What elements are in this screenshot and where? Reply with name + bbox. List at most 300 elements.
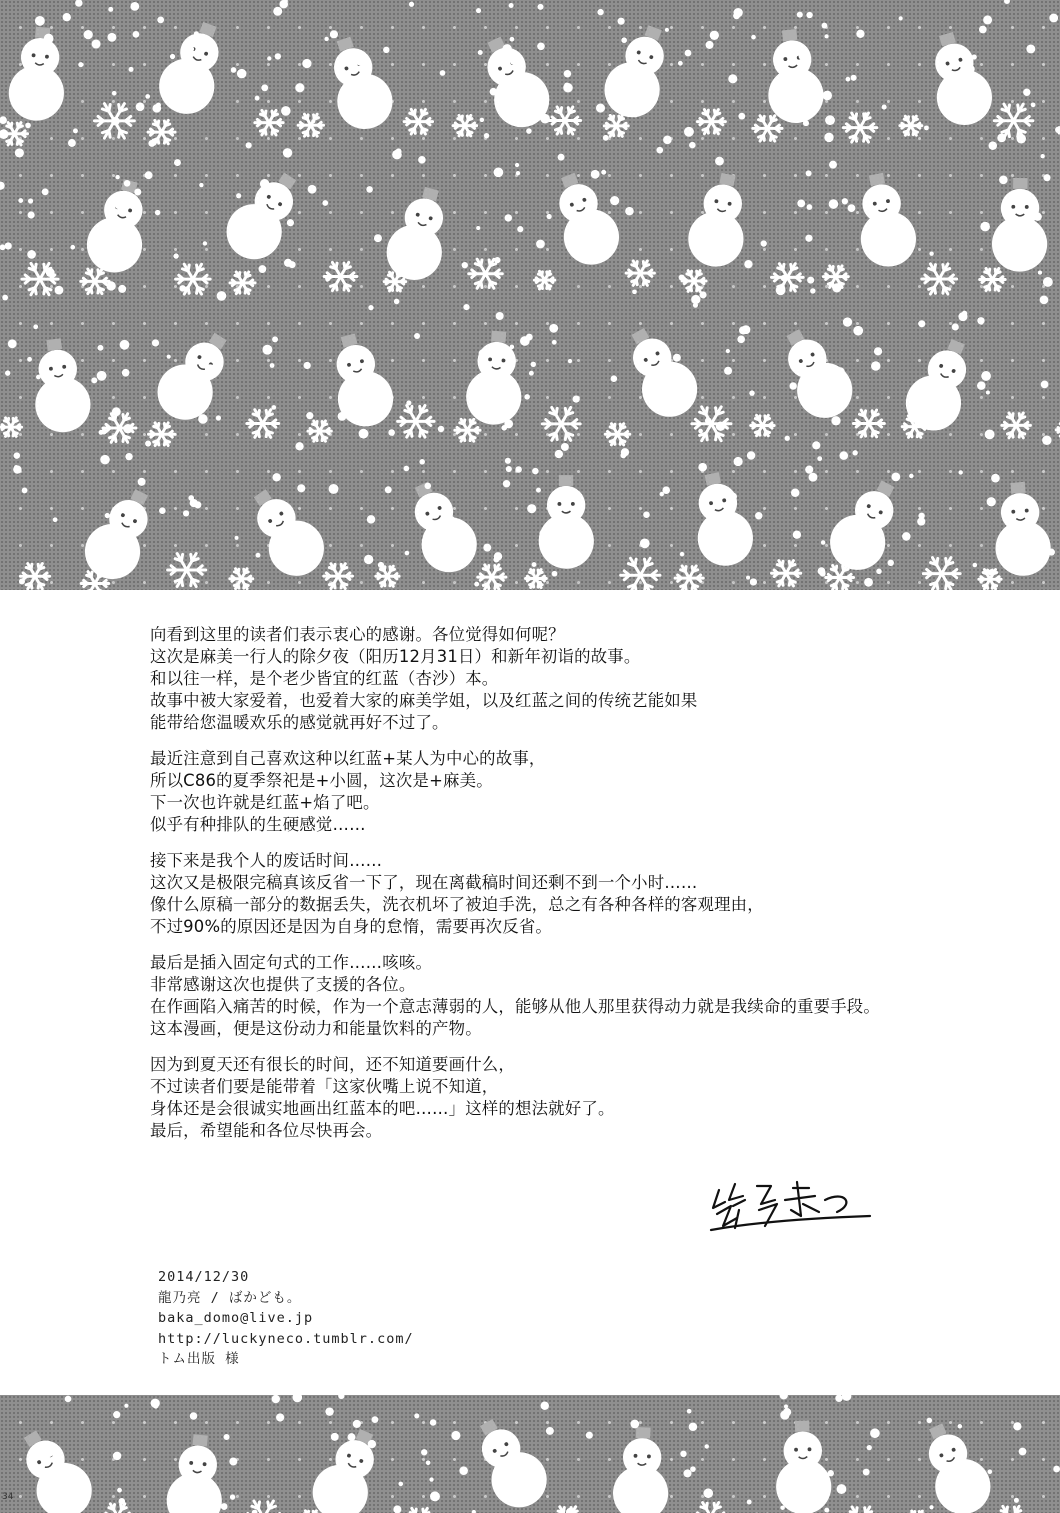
snow-dot: [591, 170, 600, 179]
snow-dot: [561, 550, 565, 554]
snow-dot: [272, 473, 280, 481]
snow-dot: [484, 133, 489, 138]
snow-dot: [510, 345, 515, 350]
snow-dot: [216, 415, 221, 420]
text-line: 接下来是我个人的废话时间……: [150, 851, 383, 870]
snow-dot: [113, 1452, 122, 1461]
snow-dot: [1040, 295, 1049, 304]
url-link[interactable]: http://luckyneco.tumblr.com/: [158, 1330, 414, 1347]
handwritten-signature: [705, 1170, 875, 1240]
snow-dot: [710, 31, 719, 40]
text-line: 所以C86的夏季祭祀是+小圆，这次是+麻美。: [150, 771, 493, 790]
snow-dot: [751, 35, 756, 40]
snow-dot: [15, 148, 24, 157]
snow-dot: [198, 414, 208, 424]
snow-dot: [737, 336, 745, 344]
snow-dot: [329, 484, 339, 494]
snow-dot: [353, 1420, 361, 1428]
snow-dot: [552, 340, 557, 345]
snow-dot: [733, 12, 740, 19]
snowman-icon: [542, 165, 627, 272]
snowman-icon: [898, 331, 984, 438]
snowman-icon: [81, 174, 157, 278]
snow-dot: [869, 221, 878, 230]
snow-dot: [290, 547, 300, 557]
snowman-icon: [992, 178, 1048, 272]
snowman-icon: [164, 1432, 228, 1513]
snowman-icon: [216, 161, 313, 270]
snow-dot: [1055, 127, 1060, 133]
snow-dot: [983, 15, 992, 24]
snow-dot: [47, 391, 52, 396]
snowflake-icon: [826, 565, 854, 589]
snow-dot: [118, 285, 126, 293]
snow-dot: [618, 18, 625, 25]
snow-dot: [425, 483, 432, 490]
snow-dot: [724, 367, 732, 375]
snow-dot: [785, 436, 790, 441]
snow-dot: [690, 1466, 696, 1472]
snow-dot: [924, 125, 929, 130]
snow-dot: [287, 219, 294, 226]
snow-dot: [388, 429, 395, 436]
paragraph-5: [150, 1054, 930, 1142]
snow-dot: [183, 395, 189, 401]
snow-dot: [504, 420, 513, 429]
text-line: 最近注意到自己喜欢这种以红蓝+某人为中心的故事，: [150, 749, 546, 768]
credits-block: [158, 1267, 414, 1370]
snow-dot: [37, 109, 46, 118]
snowman-icon: [612, 1426, 671, 1513]
snowflake-icon: [103, 1504, 132, 1513]
snow-dot: [948, 1496, 956, 1504]
snow-dot: [304, 362, 311, 369]
snow-dot: [372, 1416, 379, 1423]
snow-dot: [394, 299, 400, 305]
snow-dot: [78, 62, 83, 67]
snowflake-icon: [843, 1507, 878, 1513]
snow-dot: [372, 385, 379, 392]
snow-dot: [852, 450, 857, 455]
snow-dot: [490, 88, 498, 96]
page-number: 34: [2, 1492, 14, 1502]
snow-dot: [378, 562, 384, 568]
snow-dot: [347, 1433, 355, 1441]
snow-dot: [306, 412, 313, 419]
snow-dot: [839, 451, 848, 460]
snow-dot: [231, 67, 237, 73]
snowflake-icon: [247, 410, 279, 438]
snow-dot: [311, 119, 315, 123]
snow-dot: [267, 56, 271, 60]
snow-dot: [255, 96, 260, 101]
snowman-icon: [26, 335, 94, 436]
snowflake-icon: [751, 415, 775, 435]
snow-dot: [538, 581, 542, 585]
snow-dot: [368, 1440, 376, 1448]
snow-dot: [806, 170, 812, 176]
snow-dot: [800, 340, 809, 349]
snow-dot: [526, 334, 533, 341]
snow-dot: [270, 363, 275, 368]
snowman-icon: [774, 1420, 832, 1513]
snowman-icon: [762, 27, 827, 126]
snow-dot: [235, 536, 239, 540]
snow-dot: [367, 515, 375, 523]
snow-dot: [274, 515, 282, 523]
snow-dot: [625, 207, 634, 216]
paragraph-3: [150, 850, 930, 938]
snowflake-icon: [453, 115, 477, 135]
snow-dot: [945, 1476, 949, 1480]
snow-dot: [104, 539, 113, 548]
snowman-icon: [614, 318, 708, 427]
snow-dot: [863, 1469, 870, 1476]
snow-dot: [735, 247, 741, 253]
snow-dot: [715, 157, 724, 166]
snow-dot: [1038, 271, 1042, 275]
snow-dot: [612, 84, 619, 91]
snow-dot: [145, 171, 153, 179]
snow-dot: [515, 82, 523, 90]
snow-dot: [273, 7, 282, 16]
snow-dot: [821, 540, 826, 545]
snow-dot: [502, 44, 511, 53]
snowflake-icon: [1002, 413, 1031, 438]
snow-dot: [368, 113, 374, 119]
text-line: 这次又是极限完稿真该反省一下了，现在离截稿时间还剩不到一个小时……: [150, 873, 698, 892]
snow-dot: [987, 497, 996, 506]
snow-dot: [691, 295, 700, 304]
snow-dot: [715, 546, 720, 551]
snow-dot: [480, 118, 484, 122]
snow-dot: [483, 544, 491, 552]
snow-dot: [673, 384, 678, 389]
snowman-icon: [151, 15, 236, 122]
snow-dot: [541, 1402, 549, 1410]
snow-dot: [129, 537, 136, 544]
snow-dot: [478, 50, 483, 55]
snow-dot: [729, 493, 737, 501]
snow-dot: [950, 1505, 957, 1512]
snow-dot: [442, 531, 450, 539]
snow-dot: [5, 242, 12, 249]
snow-dot: [8, 339, 17, 348]
snow-dot: [810, 288, 815, 293]
snow-dot: [258, 265, 266, 273]
text-line: 向看到这里的读者们表示衷心的感谢。各位觉得如何呢？: [150, 625, 565, 644]
snow-dot: [152, 104, 161, 113]
snowflake-icon: [455, 419, 480, 441]
snow-dot: [366, 186, 373, 193]
snowman-icon: [1054, 1413, 1060, 1513]
snow-dot: [642, 362, 648, 368]
snow-dot: [63, 13, 71, 21]
snow-dot: [665, 28, 669, 32]
snow-dot: [929, 251, 933, 255]
snow-dot: [944, 1481, 954, 1491]
snow-dot: [899, 16, 903, 20]
snow-dot: [122, 369, 130, 377]
snow-dot: [684, 127, 694, 137]
snow-dot: [1014, 1498, 1019, 1503]
snow-dot: [985, 429, 995, 439]
snow-dot: [515, 163, 519, 167]
snow-dot: [1026, 502, 1030, 506]
snowflake-icon: [542, 407, 580, 440]
snow-dot: [18, 198, 23, 203]
snow-dot: [133, 31, 140, 38]
text-line: 这次是麻美一行人的除夕夜（阳历12月31日）和新年初诣的故事。: [150, 647, 641, 666]
snow-dot: [1049, 14, 1058, 23]
snow-dot: [656, 147, 663, 154]
snow-dot: [706, 41, 714, 49]
paragraph-4: [150, 952, 930, 1040]
snow-dot: [276, 1413, 284, 1421]
snow-dot: [279, 0, 288, 8]
snowflake-icon: [230, 569, 253, 589]
snow-dot: [272, 1395, 280, 1403]
snowman-pattern-top: [0, 0, 1060, 590]
snow-dot: [42, 188, 49, 195]
snow-dot: [824, 34, 828, 38]
snow-dot: [986, 390, 990, 394]
snow-dot: [515, 466, 522, 473]
snow-dot: [977, 317, 984, 324]
snow-dot: [568, 359, 572, 363]
text-line: 这本漫画，便是这份动力和能量饮料的产物。: [150, 1019, 482, 1038]
snow-dot: [1031, 102, 1036, 107]
text-line: 最后是插入固定句式的工作……咳咳。: [150, 953, 433, 972]
snow-dot: [46, 268, 55, 277]
snow-dot: [750, 578, 757, 585]
snow-dot: [0, 244, 5, 250]
date-text: 2014/12/30: [158, 1269, 250, 1285]
snowflake-icon: [20, 564, 49, 589]
snow-dot: [130, 2, 139, 11]
snowflake-icon: [549, 107, 580, 134]
snow-dot: [1019, 1448, 1027, 1456]
snow-dot: [505, 214, 512, 221]
snow-dot: [785, 98, 793, 106]
snowflake-icon: [230, 272, 255, 294]
snow-dot: [272, 336, 278, 342]
snowflake-icon: [168, 554, 206, 587]
snow-dot: [610, 196, 619, 205]
snow-dot: [733, 457, 742, 466]
snow-dot: [1016, 258, 1021, 263]
snow-dot: [586, 1432, 593, 1439]
snow-dot: [237, 69, 247, 79]
snow-dot: [325, 276, 330, 281]
snow-dot: [578, 521, 585, 528]
snow-dot: [789, 382, 796, 389]
publisher-text: トム出版 様: [158, 1351, 240, 1367]
snow-dot: [429, 1477, 433, 1481]
snowflake-icon: [843, 113, 876, 142]
snowflake-icon: [980, 269, 1006, 291]
snowman-icon: [304, 1421, 392, 1513]
snow-dot: [683, 1469, 691, 1477]
snow-dot: [125, 453, 132, 460]
snow-dot: [917, 517, 925, 525]
snow-dot: [822, 91, 832, 101]
snowflake-icon: [697, 110, 725, 134]
snow-dot: [988, 569, 994, 575]
snow-dot: [843, 317, 852, 326]
snow-dot: [846, 77, 851, 82]
snow-dot: [747, 1500, 752, 1505]
snow-dot: [1024, 524, 1029, 529]
snow-dot: [120, 340, 130, 350]
snow-dot: [1013, 1422, 1021, 1430]
snow-dot: [981, 371, 991, 381]
snow-dot: [776, 285, 786, 295]
snow-dot: [217, 291, 227, 301]
snow-dot: [820, 571, 826, 577]
snow-dot: [958, 1424, 962, 1428]
snow-dot: [496, 312, 504, 320]
snow-dot: [479, 349, 489, 359]
snow-dot: [338, 1395, 344, 1399]
snow-dot: [781, 275, 788, 282]
snowflake-icon: [384, 272, 406, 291]
snow-dot: [205, 364, 215, 374]
snow-dot: [632, 1504, 639, 1511]
snowflake-icon: [22, 263, 58, 294]
snow-dot: [167, 355, 171, 359]
snow-dot: [805, 235, 812, 242]
snowflake-icon: [692, 407, 731, 441]
snow-dot: [807, 277, 814, 284]
snow-dot: [55, 286, 64, 295]
snow-dot: [153, 1403, 158, 1408]
snow-dot: [100, 455, 110, 465]
snow-dot: [979, 26, 987, 34]
snowflake-icon: [995, 1506, 1027, 1513]
snow-dot: [430, 1419, 437, 1426]
snow-dot: [780, 1505, 784, 1509]
snow-dot: [409, 2, 414, 7]
text-line: 因为到夏天还有很长的时间，还不知道要画什么，: [150, 1055, 515, 1074]
snow-dot: [832, 283, 841, 292]
snow-dot: [462, 262, 468, 268]
snow-dot: [848, 204, 856, 212]
snow-dot: [746, 576, 750, 580]
snow-dot: [975, 100, 983, 108]
snow-dot: [510, 58, 517, 65]
snow-dot: [870, 1428, 880, 1438]
snow-dot: [190, 1412, 198, 1420]
snow-dot: [784, 1404, 788, 1408]
snowman-icon: [396, 473, 486, 581]
snowflake-icon: [753, 116, 782, 141]
snow-dot: [129, 67, 134, 72]
snow-dot: [999, 231, 1004, 236]
text-line: 在作画陷入痛苦的时候，作为一个意志薄弱的人，能够从他人那里获得动力就是我续命的重要手段。: [150, 997, 880, 1016]
snow-dot: [476, 8, 481, 13]
snow-dot: [152, 339, 159, 346]
snow-dot: [806, 12, 812, 18]
snow-dot: [728, 74, 737, 83]
snow-dot: [336, 1464, 343, 1471]
snow-dot: [256, 553, 261, 558]
snow-dot: [649, 1444, 656, 1451]
snow-dot: [700, 291, 707, 298]
snow-dot: [1034, 212, 1042, 220]
snowman-icon: [820, 471, 912, 579]
snow-dot: [229, 1458, 237, 1466]
snow-dot: [70, 245, 75, 250]
snow-dot: [632, 110, 639, 117]
snow-dot: [537, 42, 545, 50]
snow-dot: [510, 37, 515, 42]
snow-dot: [359, 429, 369, 439]
snow-dot: [678, 61, 683, 66]
snow-dot: [680, 1451, 686, 1457]
snow-dot: [179, 285, 185, 291]
snow-dot: [262, 345, 272, 355]
snow-dot: [261, 84, 268, 91]
snow-dot: [124, 180, 131, 187]
snow-dot: [561, 443, 569, 451]
snow-dot: [447, 516, 455, 524]
snow-dot: [325, 1407, 333, 1415]
snow-dot: [0, 182, 5, 190]
snow-dot: [509, 3, 514, 8]
snow-dot: [252, 1510, 258, 1513]
text-line: 非常感谢这次也提供了支援的各位。: [150, 975, 416, 994]
snow-dot: [864, 578, 873, 587]
snow-dot: [115, 175, 119, 179]
snowman-icon: [147, 322, 244, 431]
snow-dot: [199, 183, 203, 187]
snow-dot: [451, 1431, 460, 1440]
snow-dot: [527, 504, 536, 513]
snow-dot: [414, 333, 420, 339]
snow-dot: [663, 136, 672, 145]
snow-dot: [506, 466, 512, 472]
snow-dot: [640, 538, 650, 548]
snow-dot: [115, 201, 123, 209]
snowflake-icon: [244, 1501, 283, 1513]
snow-dot: [1048, 549, 1055, 556]
snow-dot: [813, 1499, 818, 1504]
snow-dot: [882, 105, 887, 110]
snow-dot: [532, 562, 537, 567]
snow-dot: [807, 204, 813, 210]
snow-dot: [1043, 277, 1053, 287]
snow-dot: [958, 312, 967, 321]
snow-dot: [871, 361, 881, 371]
snow-dot: [536, 488, 541, 493]
snow-dot: [517, 226, 523, 232]
snow-dot: [330, 30, 338, 38]
snowman-icon: [380, 181, 458, 286]
snow-dot: [190, 499, 198, 507]
snow-dot: [958, 470, 962, 474]
snow-dot: [127, 508, 136, 517]
snow-dot: [967, 65, 975, 73]
snow-dot: [494, 167, 504, 177]
snow-dot: [22, 487, 28, 493]
snow-dot: [531, 362, 536, 367]
snow-dot: [27, 250, 36, 259]
snow-dot: [419, 459, 425, 465]
text-line: 下一次也许就是红蓝+焰了吧。: [150, 793, 380, 812]
snow-dot: [283, 148, 292, 157]
snow-dot: [271, 405, 276, 410]
